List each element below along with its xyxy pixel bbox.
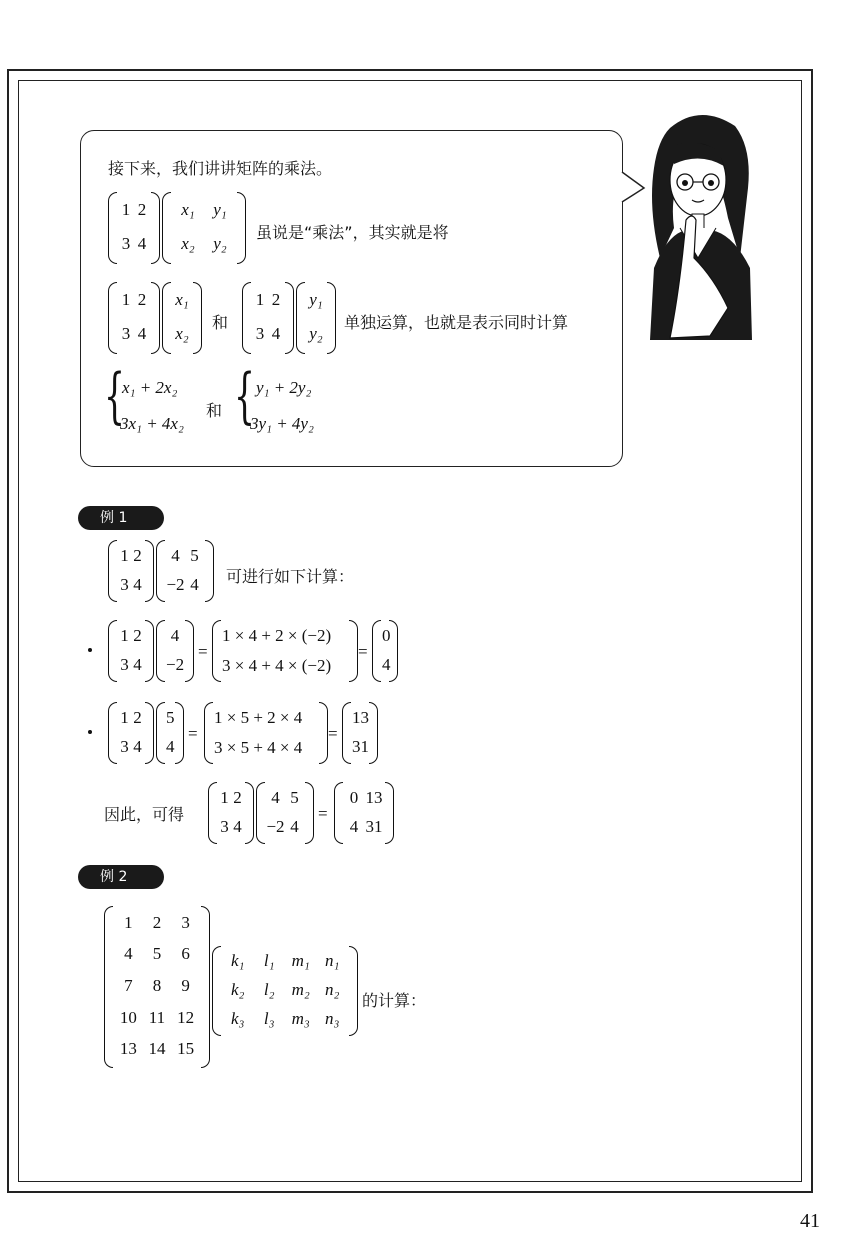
matrix-cell: 2 bbox=[133, 707, 142, 727]
calc1-result bbox=[372, 620, 398, 682]
matrix-cell: 4 bbox=[137, 324, 147, 343]
matrix-cell: 10 bbox=[119, 1007, 137, 1027]
matrix-cell: y₂ bbox=[213, 234, 227, 253]
vector-y bbox=[296, 282, 336, 354]
matrix-cell: y₁ bbox=[309, 290, 323, 309]
eq1b: 3x₁ + 4x₂ bbox=[120, 414, 184, 433]
matrix-cell: 13 bbox=[365, 787, 383, 807]
matrix-cell: 3 bbox=[255, 324, 265, 343]
eq1a: x₁ + 2x₂ bbox=[122, 378, 178, 397]
matrix-A-3 bbox=[242, 282, 294, 354]
matrix-cell: m₃ bbox=[291, 1008, 310, 1028]
matrix-cell: 4 bbox=[170, 625, 180, 645]
calc1-expanded-bottom: 3 × 4 + 4 × (−2) bbox=[222, 656, 332, 675]
matrix-cell: 1 bbox=[121, 290, 131, 309]
final-result bbox=[334, 782, 394, 844]
bubble-line2-text: 单独运算，也就是表示同时计算 bbox=[344, 313, 569, 332]
matrix-cell: 4 bbox=[166, 736, 175, 756]
matrix-cell: x₂ bbox=[181, 234, 195, 253]
matrix-cell: y₁ bbox=[213, 200, 227, 219]
matrix-cell: 1 bbox=[120, 707, 129, 727]
matrix-A bbox=[108, 192, 160, 264]
calc1-matrix-A bbox=[108, 620, 154, 682]
matrix-cell: 2 bbox=[233, 787, 242, 807]
matrix-cell: 4 bbox=[133, 736, 142, 756]
calc2-eq-2: = bbox=[328, 724, 338, 743]
matrix-cell: 4 bbox=[133, 654, 142, 674]
final-matrix-A bbox=[208, 782, 254, 844]
matrix-cell: x₁ bbox=[175, 290, 189, 309]
matrix-cell: 4 bbox=[137, 234, 147, 253]
matrix-cell: 7 bbox=[124, 976, 133, 995]
and-2: 和 bbox=[206, 401, 223, 420]
matrix-cell: 1 bbox=[120, 545, 129, 565]
matrix-cell: 31 bbox=[365, 816, 383, 836]
final-eq: = bbox=[318, 804, 328, 823]
matrix-cell: l₁ bbox=[263, 951, 275, 971]
calc1-vector-b1 bbox=[156, 620, 194, 682]
matrix-cell: 4 bbox=[171, 545, 180, 565]
calc1-expanded bbox=[212, 620, 358, 682]
bubble-line1-text: 虽说是“乘法”，其实就是将 bbox=[256, 223, 449, 242]
matrix-cell: 1 bbox=[220, 787, 229, 807]
matrix-cell: 1 bbox=[124, 912, 133, 932]
matrix-cell: 2 bbox=[133, 625, 142, 645]
matrix-cell: 5 bbox=[152, 944, 162, 964]
matrix-cell: 5 bbox=[190, 545, 199, 565]
matrix-cell: 1 bbox=[120, 625, 129, 645]
matrix-cell: 2 bbox=[133, 545, 142, 565]
matrix-cell: l₂ bbox=[263, 980, 275, 999]
matrix-cell: 15 bbox=[177, 1039, 195, 1059]
calc1-eq-2: = bbox=[358, 642, 368, 661]
eq2a: y₁ + 2y₂ bbox=[256, 378, 312, 397]
bullet-2 bbox=[88, 730, 92, 734]
matrix-cell: k₁ bbox=[231, 951, 245, 971]
calc1-eq-1: = bbox=[198, 642, 208, 661]
matrix-cell: 13 bbox=[119, 1039, 137, 1059]
matrix-cell: k₂ bbox=[231, 980, 245, 999]
matrix-cell: 11 bbox=[148, 1007, 166, 1027]
example-2-label: 例 2 bbox=[78, 865, 164, 889]
teacher-character-illustration bbox=[640, 108, 760, 340]
matrix-cell: 3 bbox=[120, 574, 129, 594]
final-matrix-B bbox=[256, 782, 314, 844]
matrix-cell: 2 bbox=[152, 912, 162, 932]
matrix-cell: 1 bbox=[255, 290, 265, 309]
matrix-cell: 3 bbox=[120, 654, 129, 674]
matrix-cell: 1 bbox=[121, 200, 131, 219]
matrix-cell: 12 bbox=[177, 1007, 195, 1027]
matrix-X bbox=[162, 192, 246, 264]
matrix-cell: 3 bbox=[181, 912, 190, 932]
matrix-cell: 4 bbox=[133, 574, 142, 594]
matrix-cell: 4 bbox=[271, 787, 280, 807]
matrix-cell: 4 bbox=[290, 816, 299, 836]
matrix-cell: l₃ bbox=[263, 1008, 275, 1028]
ex2-matrix-C bbox=[104, 906, 210, 1068]
matrix-cell: 3 bbox=[120, 736, 129, 756]
matrix-cell: x₂ bbox=[175, 324, 189, 343]
eq2b: 3y₁ + 4y₂ bbox=[250, 414, 314, 433]
example-1-label: 例 1 bbox=[78, 506, 164, 530]
matrix-cell: 2 bbox=[271, 290, 281, 309]
matrix-cell: x₁ bbox=[181, 200, 195, 219]
ex2-matrix-K bbox=[212, 946, 358, 1036]
matrix-cell: m₂ bbox=[291, 980, 310, 999]
matrix-cell: m₁ bbox=[291, 951, 310, 971]
calc2-eq-1: = bbox=[188, 724, 198, 743]
matrix-cell: n₂ bbox=[325, 980, 340, 999]
matrix-cell: 13 bbox=[352, 707, 369, 727]
matrix-cell: 4 bbox=[271, 324, 281, 343]
bubble-intro: 接下来，我们讲讲矩阵的乘法。 bbox=[108, 159, 333, 178]
ex1-matrix-A bbox=[108, 540, 154, 602]
matrix-cell: 5 bbox=[166, 707, 175, 727]
matrix-cell: 14 bbox=[148, 1039, 166, 1059]
matrix-cell: 3 bbox=[121, 234, 131, 253]
matrix-cell: 9 bbox=[181, 976, 190, 995]
matrix-cell: 4 bbox=[190, 574, 199, 594]
calc2-result bbox=[342, 702, 378, 764]
matrix-cell: 6 bbox=[181, 944, 190, 964]
ex1-matrix-B bbox=[156, 540, 214, 602]
calc2-expanded bbox=[204, 702, 328, 764]
matrix-cell: 0 bbox=[349, 787, 359, 807]
brace-1: { bbox=[104, 361, 126, 431]
matrix-cell: k₃ bbox=[231, 1008, 245, 1028]
matrix-cell: −2 bbox=[266, 816, 285, 836]
and-1: 和 bbox=[212, 313, 229, 332]
brace-2: { bbox=[234, 361, 256, 431]
matrix-cell: n₃ bbox=[325, 1008, 340, 1028]
matrix-cell: 8 bbox=[152, 976, 162, 995]
matrix-cell: 4 bbox=[124, 944, 133, 964]
calc2-vector-b2 bbox=[156, 702, 184, 764]
calc1-expanded-top: 1 × 4 + 2 × (−2) bbox=[222, 626, 332, 645]
matrix-cell: 3 bbox=[121, 324, 131, 343]
matrix-cell: 0 bbox=[382, 625, 391, 645]
matrix-cell: 5 bbox=[290, 787, 299, 807]
matrix-cell: 4 bbox=[233, 816, 242, 836]
page-number: 41 bbox=[800, 1210, 820, 1232]
matrix-cell: y₂ bbox=[309, 324, 323, 343]
calc2-matrix-A bbox=[108, 702, 154, 764]
matrix-cell: −2 bbox=[166, 574, 185, 594]
matrix-cell: 31 bbox=[352, 736, 369, 756]
matrix-cell: 3 bbox=[220, 816, 229, 836]
therefore-text: 因此，可得 bbox=[104, 805, 185, 824]
matrix-cell: 4 bbox=[382, 654, 391, 674]
ex1-intro-text: 可进行如下计算： bbox=[226, 567, 355, 586]
ex2-text: 的计算： bbox=[362, 991, 427, 1010]
vector-x bbox=[162, 282, 202, 354]
calc2-expanded-top: 1 × 5 + 2 × 4 bbox=[214, 708, 303, 727]
matrix-cell: n₁ bbox=[325, 951, 340, 971]
matrix-cell: 2 bbox=[137, 200, 147, 219]
calc2-expanded-bottom: 3 × 5 + 4 × 4 bbox=[214, 738, 303, 757]
matrix-cell: 2 bbox=[137, 290, 147, 309]
matrix-A-2 bbox=[108, 282, 160, 354]
matrix-cell: 4 bbox=[349, 816, 359, 836]
bullet-1 bbox=[88, 648, 92, 652]
matrix-cell: −2 bbox=[166, 654, 185, 674]
